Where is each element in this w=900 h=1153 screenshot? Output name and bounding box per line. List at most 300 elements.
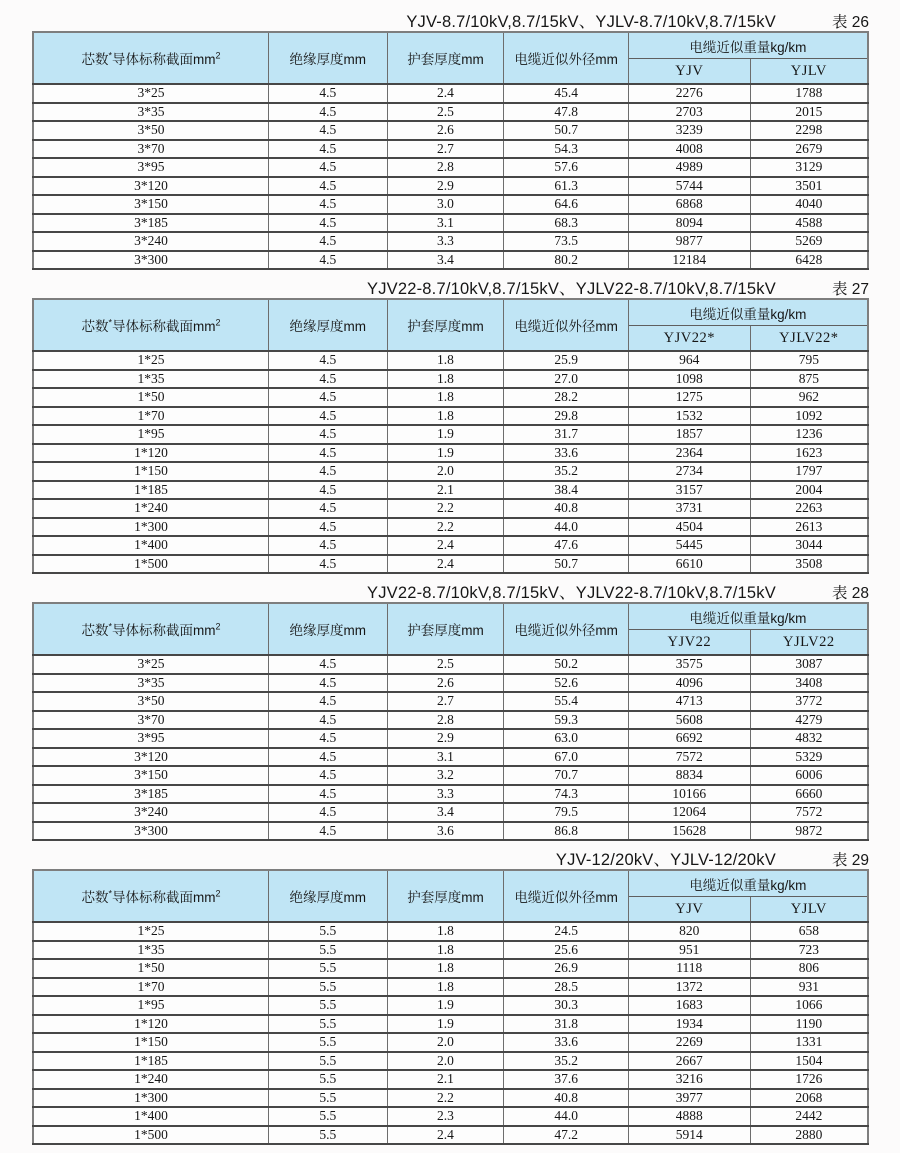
cell: 4.5 bbox=[268, 103, 387, 122]
table-row bbox=[33, 518, 868, 537]
cell: 27.0 bbox=[504, 370, 628, 389]
cell: 86.8 bbox=[504, 822, 628, 841]
cell: 35.2 bbox=[504, 462, 628, 481]
core-header-main: 导体标称截面mm bbox=[111, 319, 216, 334]
cell: 5.5 bbox=[268, 1107, 387, 1126]
cell: 3977 bbox=[628, 1089, 750, 1108]
cell: 875 bbox=[750, 370, 868, 389]
col-header-weight: 电缆近似重量kg/km bbox=[628, 299, 868, 326]
cell: 2364 bbox=[628, 444, 750, 463]
cell: 4.5 bbox=[268, 748, 387, 767]
table-row bbox=[33, 748, 868, 767]
table-row bbox=[33, 729, 868, 748]
col-subheader-left: YJV bbox=[628, 59, 750, 85]
table-row bbox=[33, 158, 868, 177]
cell: 2.7 bbox=[387, 692, 504, 711]
cell: 3*50 bbox=[33, 121, 268, 140]
spec-table bbox=[32, 298, 869, 574]
cell: 3*300 bbox=[33, 251, 268, 270]
cell: 1.8 bbox=[387, 370, 504, 389]
cell: 4.5 bbox=[268, 674, 387, 693]
cell: 5914 bbox=[628, 1126, 750, 1145]
cell: 2442 bbox=[750, 1107, 868, 1126]
cell: 4989 bbox=[628, 158, 750, 177]
cell: 3*185 bbox=[33, 214, 268, 233]
cell: 64.6 bbox=[504, 195, 628, 214]
cell: 3.6 bbox=[387, 822, 504, 841]
col-header-sheath: 护套厚度mm bbox=[387, 299, 504, 351]
cell: 70.7 bbox=[504, 766, 628, 785]
cell: 3.0 bbox=[387, 195, 504, 214]
cell: 1236 bbox=[750, 425, 868, 444]
cell: 2269 bbox=[628, 1033, 750, 1052]
table-row bbox=[33, 499, 868, 518]
cell: 6868 bbox=[628, 195, 750, 214]
cell: 3*25 bbox=[33, 84, 268, 103]
table-row bbox=[33, 959, 868, 978]
core-header-main: 导体标称截面mm bbox=[111, 890, 216, 905]
core-header-asterisk: * bbox=[108, 317, 112, 328]
cell: 2.5 bbox=[387, 103, 504, 122]
cell: 2.0 bbox=[387, 1033, 504, 1052]
cell: 68.3 bbox=[504, 214, 628, 233]
spec-table bbox=[32, 602, 869, 841]
cell: 4.5 bbox=[268, 407, 387, 426]
cell: 2.4 bbox=[387, 536, 504, 555]
cell: 3.3 bbox=[387, 232, 504, 251]
cell: 3*70 bbox=[33, 711, 268, 730]
cell: 2.5 bbox=[387, 655, 504, 674]
cell: 67.0 bbox=[504, 748, 628, 767]
cell: 3*95 bbox=[33, 158, 268, 177]
cell: 1*50 bbox=[33, 388, 268, 407]
table-row bbox=[33, 785, 868, 804]
cell: 3*150 bbox=[33, 766, 268, 785]
col-subheader-right: YJLV bbox=[750, 897, 868, 923]
cell: 1.9 bbox=[387, 425, 504, 444]
cell: 795 bbox=[750, 351, 868, 370]
table-number: 表 26 bbox=[831, 14, 869, 31]
table-row bbox=[33, 195, 868, 214]
table-row bbox=[33, 1070, 868, 1089]
cell: 1190 bbox=[750, 1015, 868, 1034]
cell: 1623 bbox=[750, 444, 868, 463]
cell: 4.5 bbox=[268, 785, 387, 804]
table-header bbox=[33, 32, 868, 84]
cell: 1.8 bbox=[387, 941, 504, 960]
cell: 4713 bbox=[628, 692, 750, 711]
col-header-diameter: 电缆近似外径mm bbox=[504, 603, 628, 655]
cell: 1*150 bbox=[33, 1033, 268, 1052]
cell: 1*120 bbox=[33, 444, 268, 463]
cell: 2.8 bbox=[387, 711, 504, 730]
cell: 40.8 bbox=[504, 499, 628, 518]
cell: 4.5 bbox=[268, 555, 387, 574]
col-header-weight: 电缆近似重量kg/km bbox=[628, 603, 868, 630]
cell: 1*500 bbox=[33, 1126, 268, 1145]
cell: 2.0 bbox=[387, 462, 504, 481]
cell: 9872 bbox=[750, 822, 868, 841]
cell: 6428 bbox=[750, 251, 868, 270]
col-header-insulation: 绝缘厚度mm bbox=[268, 603, 387, 655]
table-row bbox=[33, 214, 868, 233]
cell: 5.5 bbox=[268, 1052, 387, 1071]
table-row bbox=[33, 536, 868, 555]
cell: 3*70 bbox=[33, 140, 268, 159]
cell: 2.6 bbox=[387, 121, 504, 140]
cell: 25.6 bbox=[504, 941, 628, 960]
cell: 3*185 bbox=[33, 785, 268, 804]
cell: 33.6 bbox=[504, 444, 628, 463]
table-title-row bbox=[32, 579, 869, 602]
cell: 3239 bbox=[628, 121, 750, 140]
cell: 1*70 bbox=[33, 978, 268, 997]
spec-table bbox=[32, 31, 869, 270]
cell: 5.5 bbox=[268, 1070, 387, 1089]
cell: 5.5 bbox=[268, 1033, 387, 1052]
table-row bbox=[33, 941, 868, 960]
cell: 1*35 bbox=[33, 370, 268, 389]
cell: 4.5 bbox=[268, 766, 387, 785]
col-subheader-right: YJLV22* bbox=[750, 326, 868, 352]
cell: 1*400 bbox=[33, 536, 268, 555]
cell: 1*240 bbox=[33, 1070, 268, 1089]
cell: 50.7 bbox=[504, 555, 628, 574]
cell: 12064 bbox=[628, 803, 750, 822]
cell: 1*95 bbox=[33, 996, 268, 1015]
cell: 61.3 bbox=[504, 177, 628, 196]
cell: 2.2 bbox=[387, 1089, 504, 1108]
cell: 6610 bbox=[628, 555, 750, 574]
core-header-asterisk: * bbox=[108, 888, 112, 899]
table-row bbox=[33, 177, 868, 196]
cell: 2679 bbox=[750, 140, 868, 159]
cell: 5269 bbox=[750, 232, 868, 251]
cell: 25.9 bbox=[504, 351, 628, 370]
cell: 3731 bbox=[628, 499, 750, 518]
table-row bbox=[33, 978, 868, 997]
cell: 55.4 bbox=[504, 692, 628, 711]
col-header-weight: 电缆近似重量kg/km bbox=[628, 870, 868, 897]
cell: 3.3 bbox=[387, 785, 504, 804]
cell: 47.6 bbox=[504, 536, 628, 555]
cell: 5608 bbox=[628, 711, 750, 730]
cell: 2276 bbox=[628, 84, 750, 103]
cell: 3508 bbox=[750, 555, 868, 574]
cell: 52.6 bbox=[504, 674, 628, 693]
cell: 1*35 bbox=[33, 941, 268, 960]
cell: 1*70 bbox=[33, 407, 268, 426]
cell: 1*25 bbox=[33, 351, 268, 370]
cell: 5.5 bbox=[268, 959, 387, 978]
col-header-core-section bbox=[33, 603, 268, 655]
cell: 5445 bbox=[628, 536, 750, 555]
cell: 1372 bbox=[628, 978, 750, 997]
table-row bbox=[33, 121, 868, 140]
cell: 4.5 bbox=[268, 692, 387, 711]
cell: 3.1 bbox=[387, 214, 504, 233]
table-header bbox=[33, 603, 868, 655]
cell: 5.5 bbox=[268, 922, 387, 941]
table-row bbox=[33, 103, 868, 122]
cell: 3*25 bbox=[33, 655, 268, 674]
table-row bbox=[33, 1107, 868, 1126]
cell: 1*185 bbox=[33, 481, 268, 500]
cell: 45.4 bbox=[504, 84, 628, 103]
table-row bbox=[33, 1052, 868, 1071]
cell: 1.8 bbox=[387, 922, 504, 941]
table-row bbox=[33, 1033, 868, 1052]
col-header-core-section bbox=[33, 870, 268, 922]
core-header-asterisk: * bbox=[108, 621, 112, 632]
cell: 951 bbox=[628, 941, 750, 960]
cell: 28.2 bbox=[504, 388, 628, 407]
table-row bbox=[33, 251, 868, 270]
cell: 2.4 bbox=[387, 1126, 504, 1145]
col-subheader-right: YJLV22 bbox=[750, 630, 868, 656]
table-row bbox=[33, 425, 868, 444]
cell: 4.5 bbox=[268, 195, 387, 214]
cell: 5.5 bbox=[268, 941, 387, 960]
cell: 2734 bbox=[628, 462, 750, 481]
cell: 4832 bbox=[750, 729, 868, 748]
cell: 4.5 bbox=[268, 803, 387, 822]
cell: 1.8 bbox=[387, 959, 504, 978]
cell: 1.8 bbox=[387, 978, 504, 997]
cell: 12184 bbox=[628, 251, 750, 270]
cell: 1*120 bbox=[33, 1015, 268, 1034]
cell: 26.9 bbox=[504, 959, 628, 978]
cell: 3*150 bbox=[33, 195, 268, 214]
table-row bbox=[33, 481, 868, 500]
table-row bbox=[33, 84, 868, 103]
cell: 1066 bbox=[750, 996, 868, 1015]
cell: 2.1 bbox=[387, 1070, 504, 1089]
cell: 4.5 bbox=[268, 158, 387, 177]
cell: 4504 bbox=[628, 518, 750, 537]
cell: 3.4 bbox=[387, 803, 504, 822]
cell: 5744 bbox=[628, 177, 750, 196]
col-subheader-left: YJV bbox=[628, 897, 750, 923]
col-header-diameter: 电缆近似外径mm bbox=[504, 32, 628, 84]
cell: 10166 bbox=[628, 785, 750, 804]
cell: 73.5 bbox=[504, 232, 628, 251]
cell: 5.5 bbox=[268, 978, 387, 997]
cell: 1934 bbox=[628, 1015, 750, 1034]
table-number: 表 28 bbox=[831, 585, 869, 602]
cell: 8834 bbox=[628, 766, 750, 785]
cell: 4.5 bbox=[268, 518, 387, 537]
cell: 9877 bbox=[628, 232, 750, 251]
cell: 2.2 bbox=[387, 499, 504, 518]
cell: 6006 bbox=[750, 766, 868, 785]
cell: 2298 bbox=[750, 121, 868, 140]
cell: 2.9 bbox=[387, 729, 504, 748]
table-body bbox=[33, 922, 868, 1144]
cell: 4279 bbox=[750, 711, 868, 730]
cell: 3216 bbox=[628, 1070, 750, 1089]
cell: 1*500 bbox=[33, 555, 268, 574]
cell: 2068 bbox=[750, 1089, 868, 1108]
cell: 3.4 bbox=[387, 251, 504, 270]
table-title: YJV-12/20kV、YJLV-12/20kV bbox=[555, 851, 776, 869]
cell: 29.8 bbox=[504, 407, 628, 426]
cell: 2.0 bbox=[387, 1052, 504, 1071]
table-row bbox=[33, 444, 868, 463]
col-header-diameter: 电缆近似外径mm bbox=[504, 870, 628, 922]
cell: 1*50 bbox=[33, 959, 268, 978]
cell: 4096 bbox=[628, 674, 750, 693]
cell: 1.8 bbox=[387, 351, 504, 370]
cell: 4.5 bbox=[268, 351, 387, 370]
table-row bbox=[33, 996, 868, 1015]
cell: 1.8 bbox=[387, 407, 504, 426]
spec-table bbox=[32, 869, 869, 1145]
cell: 3408 bbox=[750, 674, 868, 693]
cell: 1*150 bbox=[33, 462, 268, 481]
cell: 964 bbox=[628, 351, 750, 370]
cell: 1.8 bbox=[387, 388, 504, 407]
col-header-insulation: 绝缘厚度mm bbox=[268, 870, 387, 922]
cell: 3.2 bbox=[387, 766, 504, 785]
cell: 4.5 bbox=[268, 444, 387, 463]
core-header-squared: 2 bbox=[215, 317, 221, 328]
cell: 1726 bbox=[750, 1070, 868, 1089]
cell: 1504 bbox=[750, 1052, 868, 1071]
table-row bbox=[33, 655, 868, 674]
table-header bbox=[33, 299, 868, 351]
col-header-core-section bbox=[33, 299, 268, 351]
cell: 820 bbox=[628, 922, 750, 941]
cell: 2.6 bbox=[387, 674, 504, 693]
cell: 35.2 bbox=[504, 1052, 628, 1071]
col-header-sheath: 护套厚度mm bbox=[387, 870, 504, 922]
core-header-prefix: 芯数 bbox=[81, 890, 109, 905]
cell: 4.5 bbox=[268, 370, 387, 389]
cell: 79.5 bbox=[504, 803, 628, 822]
col-header-sheath: 护套厚度mm bbox=[387, 32, 504, 84]
table-title-row bbox=[32, 275, 869, 298]
core-header-main: 导体标称截面mm bbox=[111, 623, 216, 638]
cell: 37.6 bbox=[504, 1070, 628, 1089]
cell: 723 bbox=[750, 941, 868, 960]
cell: 1*25 bbox=[33, 922, 268, 941]
cell: 5.5 bbox=[268, 1015, 387, 1034]
tables-root bbox=[32, 8, 869, 1145]
table-row bbox=[33, 232, 868, 251]
cell: 4.5 bbox=[268, 711, 387, 730]
cell: 4.5 bbox=[268, 177, 387, 196]
table-row bbox=[33, 407, 868, 426]
cell: 4.5 bbox=[268, 232, 387, 251]
core-header-prefix: 芯数 bbox=[81, 319, 109, 334]
cell: 5.5 bbox=[268, 996, 387, 1015]
cell: 1275 bbox=[628, 388, 750, 407]
cell: 31.7 bbox=[504, 425, 628, 444]
core-header-prefix: 芯数 bbox=[81, 623, 109, 638]
cell: 33.6 bbox=[504, 1033, 628, 1052]
table-row bbox=[33, 1015, 868, 1034]
table-row bbox=[33, 351, 868, 370]
cell: 4.5 bbox=[268, 729, 387, 748]
cell: 2.4 bbox=[387, 555, 504, 574]
cell: 30.3 bbox=[504, 996, 628, 1015]
cell: 3157 bbox=[628, 481, 750, 500]
cell: 806 bbox=[750, 959, 868, 978]
cell: 3129 bbox=[750, 158, 868, 177]
cell: 4.5 bbox=[268, 425, 387, 444]
cell: 80.2 bbox=[504, 251, 628, 270]
cell: 3*95 bbox=[33, 729, 268, 748]
cell: 40.8 bbox=[504, 1089, 628, 1108]
cell: 4.5 bbox=[268, 121, 387, 140]
cell: 1*95 bbox=[33, 425, 268, 444]
cell: 2004 bbox=[750, 481, 868, 500]
table-body bbox=[33, 84, 868, 269]
cell: 4.5 bbox=[268, 214, 387, 233]
cell: 1797 bbox=[750, 462, 868, 481]
cell: 4.5 bbox=[268, 481, 387, 500]
cell: 2.9 bbox=[387, 177, 504, 196]
cell: 3772 bbox=[750, 692, 868, 711]
core-header-squared: 2 bbox=[215, 888, 221, 899]
col-header-insulation: 绝缘厚度mm bbox=[268, 299, 387, 351]
cell: 74.3 bbox=[504, 785, 628, 804]
cell: 3*240 bbox=[33, 232, 268, 251]
table-number: 表 29 bbox=[831, 852, 869, 869]
cell: 2.8 bbox=[387, 158, 504, 177]
col-subheader-right: YJLV bbox=[750, 59, 868, 85]
cell: 4008 bbox=[628, 140, 750, 159]
cell: 44.0 bbox=[504, 1107, 628, 1126]
table-section bbox=[32, 8, 869, 270]
cell: 2.1 bbox=[387, 481, 504, 500]
cell: 1.9 bbox=[387, 1015, 504, 1034]
cell: 1.9 bbox=[387, 996, 504, 1015]
cell: 4.5 bbox=[268, 655, 387, 674]
cell: 8094 bbox=[628, 214, 750, 233]
cell: 4.5 bbox=[268, 388, 387, 407]
cell: 1*400 bbox=[33, 1107, 268, 1126]
cell: 3087 bbox=[750, 655, 868, 674]
cell: 4040 bbox=[750, 195, 868, 214]
table-section bbox=[32, 275, 869, 574]
table-number: 表 27 bbox=[831, 281, 869, 298]
table-body bbox=[33, 655, 868, 840]
table-title: YJV22-8.7/10kV,8.7/15kV、YJLV22-8.7/10kV,8.7/15kV bbox=[367, 280, 776, 298]
cell: 1.9 bbox=[387, 444, 504, 463]
cell: 59.3 bbox=[504, 711, 628, 730]
table-section bbox=[32, 846, 869, 1145]
cell: 2.4 bbox=[387, 84, 504, 103]
cell: 1098 bbox=[628, 370, 750, 389]
col-header-insulation: 绝缘厚度mm bbox=[268, 32, 387, 84]
core-header-prefix: 芯数 bbox=[81, 52, 109, 67]
cell: 50.2 bbox=[504, 655, 628, 674]
cell: 1*300 bbox=[33, 518, 268, 537]
table-title: YJV22-8.7/10kV,8.7/15kV、YJLV22-8.7/10kV,8.7/15kV bbox=[367, 584, 776, 602]
table-title-row bbox=[32, 8, 869, 31]
cell: 1*240 bbox=[33, 499, 268, 518]
col-header-sheath: 护套厚度mm bbox=[387, 603, 504, 655]
table-row bbox=[33, 370, 868, 389]
cell: 2.3 bbox=[387, 1107, 504, 1126]
cell: 24.5 bbox=[504, 922, 628, 941]
core-header-squared: 2 bbox=[215, 50, 221, 61]
cell: 4.5 bbox=[268, 499, 387, 518]
cell: 3*300 bbox=[33, 822, 268, 841]
cell: 4.5 bbox=[268, 462, 387, 481]
